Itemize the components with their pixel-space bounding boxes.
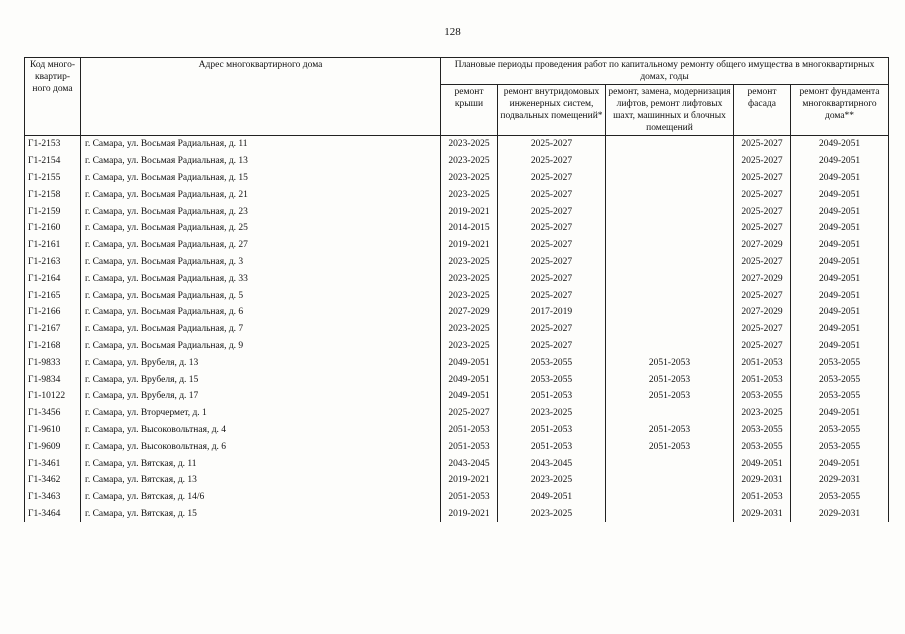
- cell-address: г. Самара, ул. Восьмая Радиальная, д. 6: [81, 304, 441, 321]
- cell-foundation: 2049-2051: [791, 254, 889, 271]
- table-row: [25, 438, 889, 455]
- cell-address: г. Самара, ул. Восьмая Радиальная, д. 21: [81, 186, 441, 203]
- cell-code: Г1-2155: [25, 170, 81, 187]
- cell-address: г. Самара, ул. Восьмая Радиальная, д. 13: [81, 153, 441, 170]
- cell-facade: 2023-2025: [734, 405, 791, 422]
- cell-facade: 2053-2055: [734, 438, 791, 455]
- capital-repair-table: [24, 57, 889, 522]
- table-row: [25, 338, 889, 355]
- header-engineering: ремонт внутридомовых инженерных систем, подвальных помещений*: [498, 85, 606, 136]
- cell-foundation: 2029-2031: [791, 472, 889, 489]
- cell-code: Г1-2159: [25, 203, 81, 220]
- cell-foundation: 2049-2051: [791, 455, 889, 472]
- cell-address: г. Самара, ул. Вятская, д. 14/6: [81, 489, 441, 506]
- cell-code: Г1-3456: [25, 405, 81, 422]
- cell-roof: 2049-2051: [441, 388, 498, 405]
- cell-engineering: 2025-2027: [498, 186, 606, 203]
- cell-roof: 2043-2045: [441, 455, 498, 472]
- cell-engineering: 2023-2025: [498, 405, 606, 422]
- table-row: [25, 388, 889, 405]
- cell-address: г. Самара, ул. Вятская, д. 13: [81, 472, 441, 489]
- cell-elevators: [606, 203, 734, 220]
- cell-address: г. Самара, ул. Врубеля, д. 13: [81, 354, 441, 371]
- cell-code: Г1-10122: [25, 388, 81, 405]
- table-row: [25, 203, 889, 220]
- cell-engineering: 2025-2027: [498, 321, 606, 338]
- cell-facade: 2025-2027: [734, 186, 791, 203]
- table-row: [25, 287, 889, 304]
- cell-roof: 2025-2027: [441, 405, 498, 422]
- cell-facade: 2025-2027: [734, 203, 791, 220]
- cell-code: Г1-2164: [25, 270, 81, 287]
- header-roof: ремонт крыши: [441, 85, 498, 136]
- cell-code: Г1-2154: [25, 153, 81, 170]
- table-row: [25, 354, 889, 371]
- cell-elevators: 2051-2053: [606, 422, 734, 439]
- cell-address: г. Самара, ул. Вторчермет, д. 1: [81, 405, 441, 422]
- cell-foundation: 2049-2051: [791, 136, 889, 153]
- cell-elevators: [606, 270, 734, 287]
- cell-roof: 2023-2025: [441, 270, 498, 287]
- cell-engineering: 2043-2045: [498, 455, 606, 472]
- cell-address: г. Самара, ул. Восьмая Радиальная, д. 7: [81, 321, 441, 338]
- cell-foundation: 2053-2055: [791, 388, 889, 405]
- cell-foundation: 2049-2051: [791, 321, 889, 338]
- cell-engineering: 2025-2027: [498, 237, 606, 254]
- cell-roof: 2023-2025: [441, 170, 498, 187]
- cell-address: г. Самара, ул. Восьмая Радиальная, д. 3: [81, 254, 441, 271]
- header-foundation: ремонт фундамента многоквартирного дома**: [791, 85, 889, 136]
- table-row: [25, 489, 889, 506]
- cell-foundation: 2049-2051: [791, 405, 889, 422]
- cell-elevators: 2051-2053: [606, 388, 734, 405]
- cell-engineering: 2053-2055: [498, 354, 606, 371]
- cell-engineering: 2025-2027: [498, 287, 606, 304]
- cell-engineering: 2025-2027: [498, 153, 606, 170]
- cell-elevators: [606, 472, 734, 489]
- cell-code: Г1-2166: [25, 304, 81, 321]
- cell-roof: 2019-2021: [441, 237, 498, 254]
- table-row: [25, 472, 889, 489]
- cell-address: г. Самара, ул. Восьмая Радиальная, д. 15: [81, 170, 441, 187]
- table-row: [25, 237, 889, 254]
- cell-elevators: [606, 506, 734, 523]
- header-address: Адрес многоквартирного дома: [81, 58, 441, 136]
- cell-roof: 2023-2025: [441, 287, 498, 304]
- table-row: [25, 270, 889, 287]
- cell-facade: 2025-2027: [734, 220, 791, 237]
- cell-roof: 2019-2021: [441, 472, 498, 489]
- cell-code: Г1-3461: [25, 455, 81, 472]
- cell-address: г. Самара, ул. Восьмая Радиальная, д. 25: [81, 220, 441, 237]
- cell-engineering: 2025-2027: [498, 220, 606, 237]
- cell-elevators: 2051-2053: [606, 438, 734, 455]
- table-row: [25, 220, 889, 237]
- cell-roof: 2023-2025: [441, 136, 498, 153]
- table-row: [25, 254, 889, 271]
- cell-facade: 2025-2027: [734, 136, 791, 153]
- cell-address: г. Самара, ул. Восьмая Радиальная, д. 5: [81, 287, 441, 304]
- cell-code: Г1-2167: [25, 321, 81, 338]
- cell-foundation: 2049-2051: [791, 170, 889, 187]
- cell-code: Г1-3462: [25, 472, 81, 489]
- cell-address: г. Самара, ул. Восьмая Радиальная, д. 27: [81, 237, 441, 254]
- cell-foundation: 2053-2055: [791, 438, 889, 455]
- cell-engineering: 2017-2019: [498, 304, 606, 321]
- cell-address: г. Самара, ул. Вятская, д. 15: [81, 506, 441, 523]
- cell-elevators: [606, 455, 734, 472]
- cell-address: г. Самара, ул. Врубеля, д. 15: [81, 371, 441, 388]
- cell-code: Г1-2158: [25, 186, 81, 203]
- table-body: [25, 136, 889, 523]
- cell-foundation: 2049-2051: [791, 270, 889, 287]
- header-facade: ремонт фасада: [734, 85, 791, 136]
- cell-roof: 2049-2051: [441, 371, 498, 388]
- cell-foundation: 2053-2055: [791, 354, 889, 371]
- cell-code: Г1-9834: [25, 371, 81, 388]
- cell-elevators: [606, 321, 734, 338]
- cell-facade: 2029-2031: [734, 472, 791, 489]
- cell-engineering: 2025-2027: [498, 203, 606, 220]
- cell-foundation: 2053-2055: [791, 489, 889, 506]
- cell-roof: 2023-2025: [441, 254, 498, 271]
- cell-elevators: [606, 338, 734, 355]
- cell-elevators: [606, 220, 734, 237]
- cell-facade: 2025-2027: [734, 153, 791, 170]
- cell-code: Г1-2160: [25, 220, 81, 237]
- cell-foundation: 2049-2051: [791, 153, 889, 170]
- cell-address: г. Самара, ул. Восьмая Радиальная, д. 11: [81, 136, 441, 153]
- table-row: [25, 422, 889, 439]
- cell-roof: 2051-2053: [441, 438, 498, 455]
- cell-elevators: 2051-2053: [606, 354, 734, 371]
- cell-address: г. Самара, ул. Вятская, д. 11: [81, 455, 441, 472]
- page-number: 128: [444, 26, 461, 38]
- cell-foundation: 2029-2031: [791, 506, 889, 523]
- cell-code: Г1-2153: [25, 136, 81, 153]
- cell-elevators: [606, 489, 734, 506]
- cell-foundation: 2049-2051: [791, 203, 889, 220]
- cell-roof: 2051-2053: [441, 489, 498, 506]
- cell-elevators: [606, 136, 734, 153]
- cell-engineering: 2025-2027: [498, 170, 606, 187]
- cell-foundation: 2049-2051: [791, 186, 889, 203]
- cell-engineering: 2049-2051: [498, 489, 606, 506]
- table-row: [25, 136, 889, 153]
- cell-roof: 2019-2021: [441, 203, 498, 220]
- cell-elevators: [606, 304, 734, 321]
- cell-elevators: [606, 254, 734, 271]
- table-row: [25, 153, 889, 170]
- cell-engineering: 2053-2055: [498, 371, 606, 388]
- table-row: [25, 321, 889, 338]
- cell-facade: 2027-2029: [734, 304, 791, 321]
- table-row: [25, 304, 889, 321]
- cell-facade: 2025-2027: [734, 287, 791, 304]
- cell-engineering: 2051-2053: [498, 422, 606, 439]
- cell-foundation: 2049-2051: [791, 287, 889, 304]
- cell-facade: 2027-2029: [734, 270, 791, 287]
- cell-engineering: 2051-2053: [498, 438, 606, 455]
- cell-foundation: 2049-2051: [791, 220, 889, 237]
- cell-roof: 2023-2025: [441, 321, 498, 338]
- cell-foundation: 2053-2055: [791, 371, 889, 388]
- cell-elevators: 2051-2053: [606, 371, 734, 388]
- cell-facade: 2053-2055: [734, 422, 791, 439]
- cell-address: г. Самара, ул. Восьмая Радиальная, д. 23: [81, 203, 441, 220]
- header-periods: Плановые периоды проведения работ по капитальному ремонту общего имущества в многоквартирных домах, годы: [441, 58, 889, 85]
- table-row: [25, 170, 889, 187]
- cell-facade: 2027-2029: [734, 237, 791, 254]
- cell-engineering: 2051-2053: [498, 388, 606, 405]
- cell-engineering: 2025-2027: [498, 338, 606, 355]
- cell-engineering: 2025-2027: [498, 254, 606, 271]
- cell-facade: 2051-2053: [734, 489, 791, 506]
- table-row: [25, 371, 889, 388]
- cell-facade: 2025-2027: [734, 254, 791, 271]
- cell-facade: 2051-2053: [734, 354, 791, 371]
- cell-code: Г1-2163: [25, 254, 81, 271]
- cell-facade: 2025-2027: [734, 338, 791, 355]
- cell-code: Г1-3463: [25, 489, 81, 506]
- cell-foundation: 2049-2051: [791, 338, 889, 355]
- cell-engineering: 2023-2025: [498, 506, 606, 523]
- cell-facade: 2025-2027: [734, 170, 791, 187]
- cell-roof: 2023-2025: [441, 186, 498, 203]
- cell-facade: 2025-2027: [734, 321, 791, 338]
- cell-engineering: 2025-2027: [498, 270, 606, 287]
- cell-facade: 2051-2053: [734, 371, 791, 388]
- cell-roof: 2014-2015: [441, 220, 498, 237]
- table-row: [25, 455, 889, 472]
- cell-foundation: 2053-2055: [791, 422, 889, 439]
- cell-address: г. Самара, ул. Врубеля, д. 17: [81, 388, 441, 405]
- cell-roof: 2051-2053: [441, 422, 498, 439]
- cell-roof: 2023-2025: [441, 338, 498, 355]
- cell-code: Г1-9610: [25, 422, 81, 439]
- cell-roof: 2027-2029: [441, 304, 498, 321]
- table-row: [25, 506, 889, 523]
- cell-code: Г1-9609: [25, 438, 81, 455]
- cell-elevators: [606, 237, 734, 254]
- cell-facade: 2049-2051: [734, 455, 791, 472]
- cell-foundation: 2049-2051: [791, 304, 889, 321]
- cell-roof: 2049-2051: [441, 354, 498, 371]
- cell-code: Г1-9833: [25, 354, 81, 371]
- header-elevators: ремонт, замена, модернизация лифтов, ремонт лифтовых шахт, машинных и блочных помещений: [606, 85, 734, 136]
- cell-address: г. Самара, ул. Высоковольтная, д. 4: [81, 422, 441, 439]
- cell-facade: 2029-2031: [734, 506, 791, 523]
- cell-address: г. Самара, ул. Восьмая Радиальная, д. 33: [81, 270, 441, 287]
- cell-code: Г1-2161: [25, 237, 81, 254]
- cell-address: г. Самара, ул. Высоковольтная, д. 6: [81, 438, 441, 455]
- cell-elevators: [606, 287, 734, 304]
- cell-code: Г1-2168: [25, 338, 81, 355]
- cell-elevators: [606, 170, 734, 187]
- header-code: Код много-квартир-ного дома: [25, 58, 81, 136]
- cell-code: Г1-3464: [25, 506, 81, 523]
- table-row: [25, 405, 889, 422]
- cell-roof: 2019-2021: [441, 506, 498, 523]
- table-row: [25, 186, 889, 203]
- cell-engineering: 2025-2027: [498, 136, 606, 153]
- cell-foundation: 2049-2051: [791, 237, 889, 254]
- cell-facade: 2053-2055: [734, 388, 791, 405]
- cell-elevators: [606, 186, 734, 203]
- cell-code: Г1-2165: [25, 287, 81, 304]
- cell-engineering: 2023-2025: [498, 472, 606, 489]
- cell-address: г. Самара, ул. Восьмая Радиальная, д. 9: [81, 338, 441, 355]
- cell-elevators: [606, 405, 734, 422]
- cell-roof: 2023-2025: [441, 153, 498, 170]
- cell-elevators: [606, 153, 734, 170]
